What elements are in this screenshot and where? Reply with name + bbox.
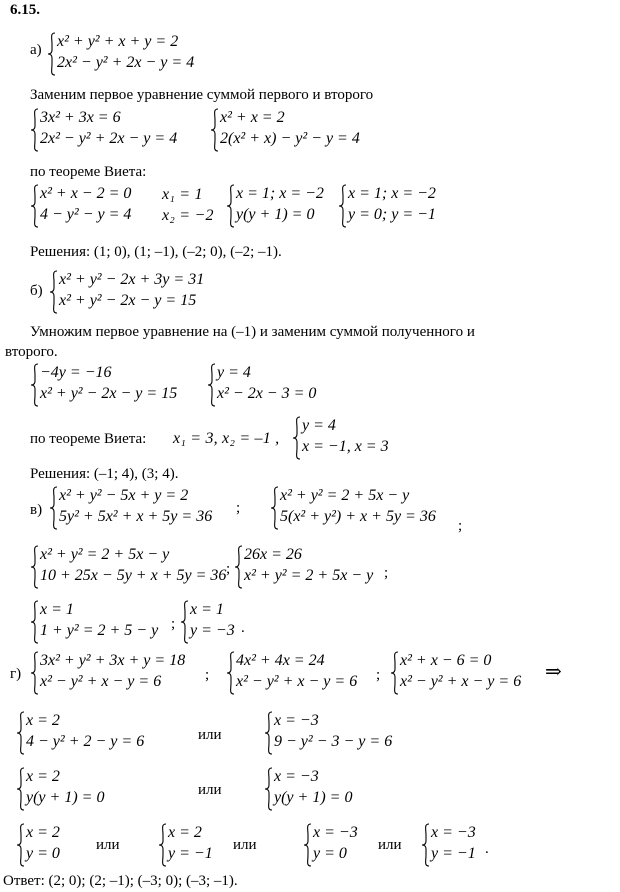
- separator: ;: [236, 500, 241, 516]
- equation: x² − 2x − 3 = 0: [217, 385, 317, 402]
- vieta-roots: x₁ = 3, x₂ = –1 ,: [173, 430, 280, 447]
- equation: y(y + 1) = 0: [274, 789, 353, 806]
- equation: 9 − y² − 3 − y = 6: [274, 733, 393, 750]
- equation: x = 1; x = −2: [236, 185, 324, 202]
- equation: 2x² − y² + 2x − y = 4: [40, 130, 178, 147]
- equation: x = 2: [26, 824, 60, 841]
- equation: x² − y² + x − y = 6: [400, 673, 522, 690]
- equation: x² + y² − 2x + 3y = 31: [59, 271, 205, 288]
- equation: y = −3: [190, 622, 235, 639]
- equation: 10 + 25x − 5y + x + 5y = 36: [40, 567, 227, 584]
- equation: x = 1; x = −2: [348, 185, 436, 202]
- separator: ;: [384, 565, 389, 581]
- equation: y = 0: [313, 845, 347, 862]
- equation: x² + x − 6 = 0: [400, 652, 492, 669]
- equation: 4x² + 4x = 24: [236, 652, 325, 669]
- equation: 2(x² + x) − y² − y = 4: [220, 130, 360, 147]
- instruction-text: второго.: [5, 344, 58, 360]
- separator: ;: [226, 561, 231, 577]
- equation: 4 − y² + 2 − y = 6: [26, 733, 145, 750]
- equation: y(y + 1) = 0: [236, 206, 315, 223]
- equation: 2x² − y² + 2x − y = 4: [57, 54, 195, 71]
- equation: x² + y² − 2x − y = 15: [40, 385, 178, 402]
- equation: x = 2: [26, 712, 60, 729]
- equation: x² + x = 2: [220, 109, 285, 126]
- separator: ;: [376, 667, 381, 683]
- equation: x = −3: [313, 824, 358, 841]
- root-x1: x₁ = 1: [162, 186, 203, 203]
- equation: x = −3: [274, 712, 319, 729]
- or-word: или: [198, 782, 222, 798]
- problem-number: 6.15.: [10, 2, 40, 18]
- vieta-label: по теореме Виета:: [30, 164, 147, 180]
- implies-arrow: ⇒: [545, 661, 562, 683]
- equation: x = 2: [26, 768, 60, 785]
- equation: x² − y² + x − y = 6: [40, 673, 162, 690]
- label-v: в): [30, 502, 43, 518]
- separator: .: [241, 620, 245, 636]
- or-word: или: [96, 837, 120, 853]
- equation: x = −3: [274, 768, 319, 785]
- equation: 26x = 26: [244, 546, 302, 563]
- equation: x = −1, x = 3: [302, 438, 389, 455]
- equation: x = −3: [431, 824, 476, 841]
- equation: 1 + y² = 2 + 5 − y: [40, 622, 159, 639]
- equation: x² + y² = 2 + 5x − y: [280, 487, 410, 504]
- solutions-b: Решения: (–1; 4), (3; 4).: [30, 466, 179, 482]
- equation: 5y² + 5x² + x + 5y = 36: [59, 508, 213, 525]
- equation: 3x² + y² + 3x + y = 18: [40, 652, 186, 669]
- label-b: б): [30, 283, 43, 299]
- label-g: г): [10, 666, 22, 682]
- separator: ;: [205, 667, 210, 683]
- equation: x² + y² + x + y = 2: [57, 33, 179, 50]
- equation: x² + y² − 5x + y = 2: [59, 487, 189, 504]
- equation: y = 4: [217, 364, 251, 381]
- label-a: а): [30, 42, 42, 58]
- or-word: или: [198, 727, 222, 743]
- equation: y = 0: [26, 845, 60, 862]
- separator: ;: [171, 616, 176, 632]
- instruction-text: Заменим первое уравнение суммой первого и второго: [30, 87, 374, 103]
- equation: x² + y² = 2 + 5x − y: [40, 546, 170, 563]
- instruction-text: Умножим первое уравнение на (–1) и заменим суммой полученного и: [30, 324, 475, 340]
- equation: 4 − y² − y = 4: [40, 206, 132, 223]
- equation: x = 2: [168, 824, 202, 841]
- equation: y = −1: [168, 845, 213, 862]
- equation: y(y + 1) = 0: [26, 789, 105, 806]
- equation: y = −1: [431, 845, 476, 862]
- equation: x² + y² − 2x − y = 15: [59, 292, 197, 309]
- equation: y = 4: [302, 417, 336, 434]
- or-word: или: [233, 837, 257, 853]
- equation: −4y = −16: [40, 364, 112, 381]
- solutions-a: Решения: (1; 0), (1; –1), (–2; 0), (–2; –1).: [30, 244, 282, 260]
- separator: .: [485, 841, 489, 857]
- equation: x = 1: [190, 601, 224, 618]
- final-answer: Ответ: (2; 0); (2; –1); (–3; 0); (–3; –1).: [3, 873, 238, 889]
- or-word: или: [378, 837, 402, 853]
- equation: x = 1: [40, 601, 74, 618]
- equation: 5(x² + y²) + x + 5y = 36: [280, 508, 436, 525]
- root-x2: x₂ = −2: [162, 207, 214, 224]
- equation: 3x² + 3x = 6: [40, 109, 121, 126]
- equation: y = 0; y = −1: [348, 206, 436, 223]
- equation: x² + x − 2 = 0: [40, 185, 132, 202]
- equation: x² − y² + x − y = 6: [236, 673, 358, 690]
- vieta-label: по теореме Виета:: [30, 431, 147, 447]
- equation: x² + y² = 2 + 5x − y: [244, 567, 374, 584]
- separator: ;: [458, 518, 463, 534]
